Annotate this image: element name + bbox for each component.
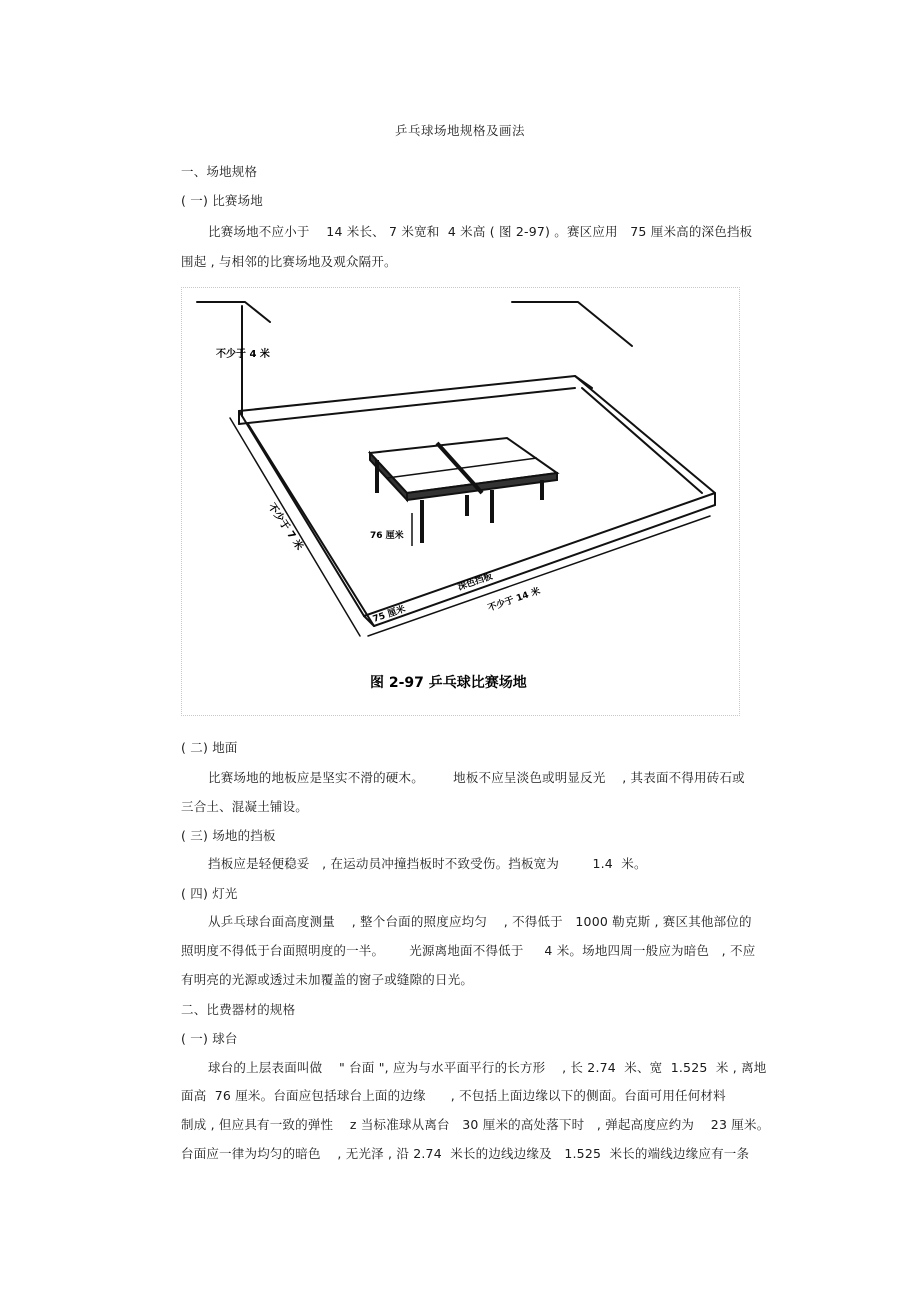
front-board-bottom bbox=[374, 505, 715, 626]
subsection-heading-lighting: ( 四) 灯光 bbox=[181, 886, 238, 901]
subsection-heading-boards: ( 三) 场地的挡板 bbox=[181, 828, 276, 843]
back-wall-left-outline bbox=[197, 302, 270, 322]
paragraph-line: 围起 , 与相邻的比赛场地及观众隔开。 bbox=[181, 254, 397, 269]
height-label: 不少于 4 米 bbox=[216, 349, 270, 360]
back-wall-right-outline bbox=[512, 302, 632, 346]
figure-competition-area bbox=[181, 287, 740, 716]
left-board-outer bbox=[239, 411, 364, 616]
paragraph-line: 有明亮的光源或透过未加覆盖的窗子或缝隙的日光。 bbox=[181, 972, 474, 987]
page-title: 乒乓球场地规格及画法 bbox=[394, 123, 525, 138]
ping-pong-table bbox=[370, 438, 557, 546]
width-label: 不少于 7 米 bbox=[265, 501, 305, 553]
paragraph-line: 从乒乓球台面高度测量 , 整个台面的照度应均匀 , 不得低于 1000 勒克斯 , 赛区其他部位的 bbox=[208, 914, 752, 929]
board-height-label: 75 厘米 bbox=[371, 604, 407, 625]
paragraph-line: 挡板应是轻便稳妥 , 在运动员冲撞挡板时不致受伤。挡板宽为 1.4 米。 bbox=[208, 856, 647, 871]
paragraph-line: 照明度不得低于台面照明度的一半。 光源离地面不得低于 4 米。场地四周一般应为暗色 , 不应 bbox=[181, 943, 756, 958]
subsection-heading-table: ( 一) 球台 bbox=[181, 1031, 238, 1046]
subsection-heading-floor: ( 二) 地面 bbox=[181, 740, 238, 755]
section-heading-1: 一、场地规格 bbox=[181, 164, 258, 179]
paragraph-line: 台面应一律为均匀的暗色 , 无光泽 , 沿 2.74 米长的边线边缘及 1.525 米长的端线边缘应有一条 bbox=[181, 1146, 750, 1161]
paragraph-line: 面高 76 厘米。台面应包括球台上面的边缘 , 不包括上面边缘以下的侧面。台面可用任何材料 bbox=[181, 1088, 726, 1103]
paragraph-line: 比赛场地不应小于 14 米长、 7 米宽和 4 米高 ( 图 2-97) 。赛区应用 75 厘米高的深色挡板 bbox=[208, 224, 753, 239]
paragraph-line: 三合土、混凝土铺设。 bbox=[181, 799, 309, 814]
figure-caption: 图 2-97 乒乓球比赛场地 bbox=[370, 675, 527, 691]
paragraph-line: 制成 , 但应具有一致的弹性 z 当标准球从离台 30 厘米的高处落下时 , 弹起高度应约为 23 厘米。 bbox=[181, 1117, 770, 1132]
paragraph-line: 比赛场地的地板应是坚实不滑的硬木。 地板不应呈淡色或明显反光 , 其表面不得用砖石或 bbox=[208, 770, 745, 785]
paragraph-line: 球台的上层表面叫做 " 台面 ", 应为与水平面平行的长方形 , 长 2.74 米、宽 1.525 米 , 离地 bbox=[208, 1060, 767, 1075]
section-heading-2: 二、比费器材的规格 bbox=[181, 1002, 296, 1017]
table-height-label: 76 厘米 bbox=[370, 531, 404, 541]
board-label: 深色挡板 bbox=[456, 571, 495, 593]
subsection-heading-competition-area: ( 一) 比赛场地 bbox=[181, 193, 264, 208]
court-diagram bbox=[182, 288, 739, 715]
front-board-top bbox=[364, 493, 715, 616]
length-label: 不少于 14 米 bbox=[486, 586, 542, 614]
